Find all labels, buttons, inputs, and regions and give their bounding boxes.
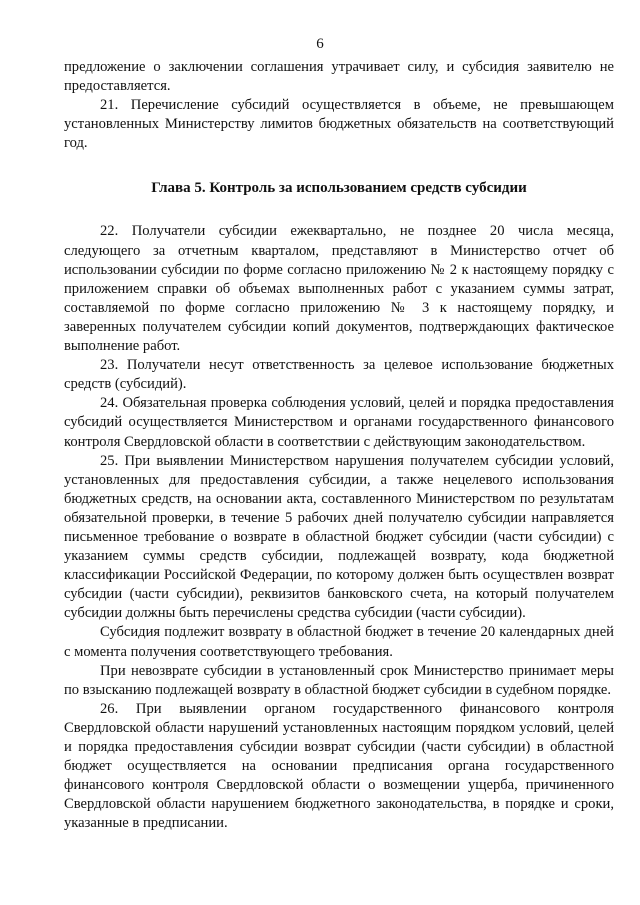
- chapter-title: Глава 5. Контроль за использованием средств субсидии: [151, 180, 527, 197]
- paragraph-26: 26. При выявлении органом государственного финансового контроля Свердловской области нарушений установленных настоящим порядком условий, целей и порядка предоставления субсидии возврат субсидии (части субсидии) в областной бюджет осуществляется на основании предписания органа государственного финансового контроля Свердловской области о возмещении ущерба, причиненного Свердловской области нарушением бюджетного законодательства, в порядке и сроки, указанные в предписании.: [64, 700, 614, 832]
- paragraph-25: 25. При выявлении Министерством нарушения получателем субсидии условий, установленных для предоставления субсидии, а также нецелевого использования бюджетных средств, на основании акта, составленного Министерством по результатам обязательной проверки, в течение 5 рабочих дней получателю субсидии направляется письменное требование о возврате в областной бюджет субсидии (части субсидии) с указанием суммы средств субсидии, подлежащей возврату, кода бюджетной классификации Российской Федерации, по которому должен быть осуществлен возврат субсидии (части субсидии), реквизитов банковского счета, на который получателем субсидии должны быть перечислены средства субсидии (части субсидии).: [64, 452, 614, 622]
- paragraph-23: 23. Получатели несут ответственность за целевое использование бюджетных средств (субсидий).: [64, 357, 614, 393]
- paragraph-21: 21. Перечисление субсидий осуществляется в объеме, не превышающем установленных Министерству лимитов бюджетных обязательств на соответствующий год.: [64, 97, 614, 152]
- paragraph-22: 22. Получатели субсидии ежеквартально, не позднее 20 числа месяца, следующего за отчетным кварталом, представляют в Министерство отчет об использовании субсидии по форме согласно приложению № 2 к настоящему порядку с приложением справки об объемах выполненных работ с указанием суммы затрат, составляемой по форме согласно приложению № 3 к настоящему порядку, и заверенных получателем субсидии копий документов, подтверждающих фактическое выполнение работ.: [64, 223, 614, 355]
- paragraph-25-court-recovery: При невозврате субсидии в установленный срок Министерство принимает меры по взысканию подлежащей возврату в областной бюджет субсидии в судебном порядке.: [64, 662, 614, 698]
- document-body: [64, 58, 614, 833]
- paragraph-continuation: предложение о заключении соглашения утрачивает силу, и субсидия заявителю не предоставляется.: [64, 59, 614, 95]
- paragraph-25-refund-term: Субсидия подлежит возврату в областной бюджет в течение 20 календарных дней с момента получения соответствующего требования.: [64, 624, 614, 660]
- paragraph-24: 24. Обязательная проверка соблюдения условий, целей и порядка предоставления субсидий осуществляется Министерством и органами государственного финансового контроля Свердловской области в соответствии с действующим законодательством.: [64, 395, 614, 450]
- page-number: 6: [316, 36, 324, 52]
